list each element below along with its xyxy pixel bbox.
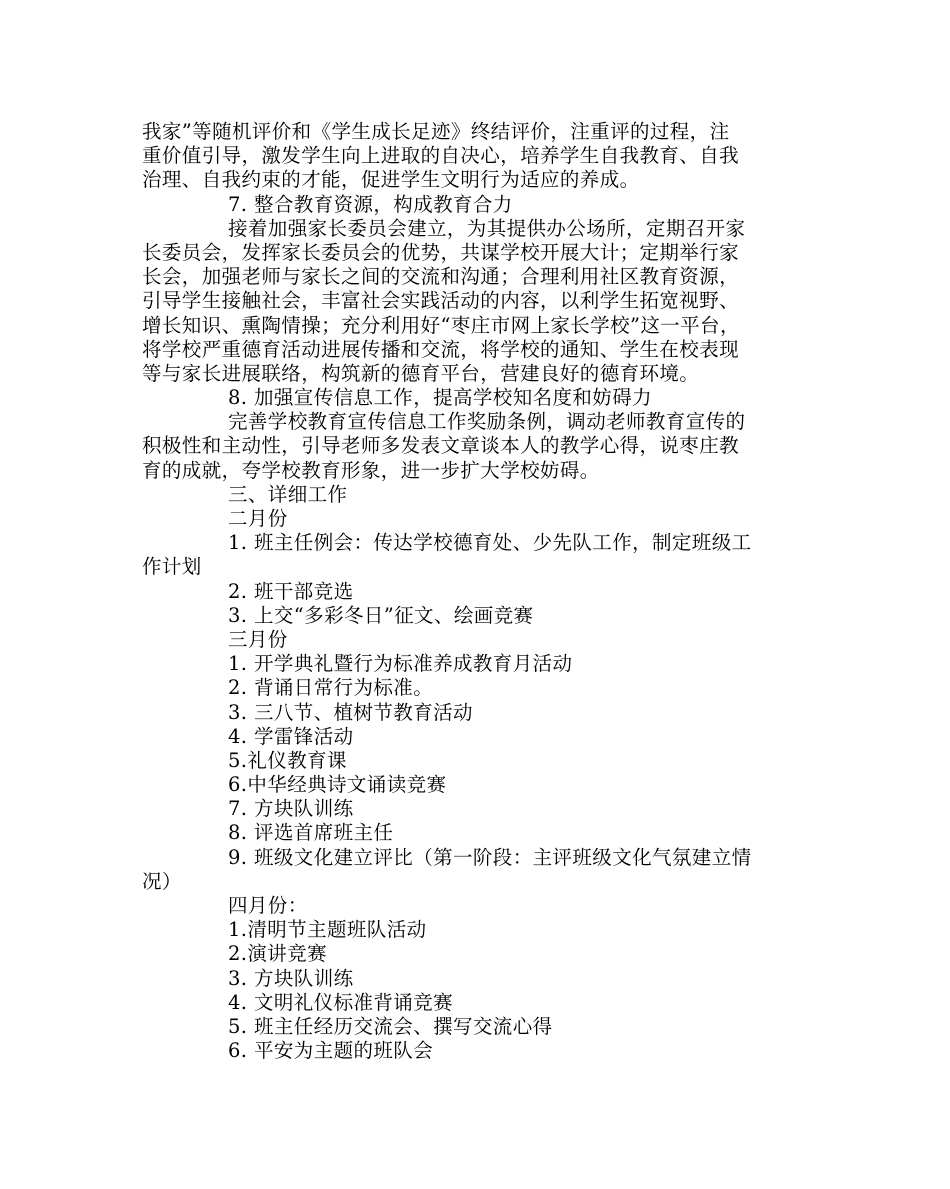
list-item: 6. 平安为主题的班队会 <box>228 1039 434 1063</box>
list-item: 2. 班干部竞选 <box>228 579 354 603</box>
list-item: 2. 背诵日常行为标准。 <box>228 676 434 700</box>
list-item: 4. 学雷锋活动 <box>228 724 354 748</box>
list-item: 1. 开学典礼暨行为标准养成教育月活动 <box>228 652 573 676</box>
list-item: 9. 班级文化建立评比（第一阶段：主评班级文化气氛建立情 <box>228 845 752 869</box>
section-heading: 8. 加强宣传信息工作，提高学校知名度和妨碍力 <box>228 386 653 410</box>
section-heading: 7. 整合教育资源，构成教育合力 <box>228 192 513 216</box>
list-item: 1. 班主任例会：传达学校德育处、少先队工作，制定班级工 <box>228 531 752 555</box>
list-item: 3. 三八节、植树节教育活动 <box>228 700 473 724</box>
paragraph-line: 我家”等随机评价和《学生成长足迹》终结评价，注重评的过程，注 <box>142 120 730 143</box>
month-heading: 二月份 <box>228 507 288 530</box>
list-item: 7. 方块队训练 <box>228 797 354 821</box>
list-item-continuation: 况） <box>142 869 182 893</box>
paragraph-line: 育的成就，夸学校教育形象，进一步扩大学校妨碍。 <box>142 458 600 482</box>
month-heading: 三月份 <box>228 627 288 651</box>
paragraph-line: 引导学生接触社会，丰富社会实践活动的内容，以利学生拓宽视野、 <box>142 289 740 313</box>
list-item: 5. 班主任经历交流会、撰写交流心得 <box>228 1014 553 1038</box>
paragraph-line: 重价值引导，激发学生向上进取的自决心，培养学生自我教育、自我 <box>142 144 740 168</box>
list-item: 5.礼仪教育课 <box>228 748 347 772</box>
list-item: 2.演讲竞赛 <box>228 942 328 966</box>
paragraph-line: 接着加强家长委员会建立，为其提供办公场所，定期召开家 <box>228 216 746 240</box>
list-item: 1.清明节主题班队活动 <box>228 918 427 942</box>
paragraph-line: 将学校严重德育活动进展传播和交流，将学校的通知、学生在校表现 <box>142 337 740 361</box>
paragraph-line: 增长知识、熏陶情操；充分利用好“枣庄市网上家长学校”这一平台， <box>142 313 740 337</box>
month-heading: 四月份： <box>228 894 308 917</box>
list-item: 4. 文明礼仪标准背诵竞赛 <box>228 990 454 1014</box>
list-item: 8. 评选首席班主任 <box>228 821 394 845</box>
list-item: 6.中华经典诗文诵读竞赛 <box>228 773 447 797</box>
list-item-continuation: 作计划 <box>142 555 202 579</box>
list-item: 3. 方块队训练 <box>228 966 354 990</box>
paragraph-line: 等与家长进展联络，构筑新的德育平台，营建良好的德育环境。 <box>142 361 700 385</box>
list-item: 3. 上交“多彩冬日”征文、绘画竞赛 <box>228 603 534 627</box>
paragraph-line: 积极性和主动性，引导老师多发表文章谈本人的教学心得，说枣庄教 <box>142 434 740 458</box>
paragraph-line: 完善学校教育宣传信息工作奖励条例，调动老师教育宣传的 <box>228 410 746 434</box>
paragraph-line: 治理、自我约束的才能，促进学生文明行为适应的养成。 <box>142 168 640 192</box>
section-heading: 三、详细工作 <box>228 482 348 506</box>
paragraph-line: 长会，加强老师与家长之间的交流和沟通；合理利用社区教育资源， <box>142 265 740 289</box>
document-page <box>142 120 832 1063</box>
paragraph-line: 长委员会，发挥家长委员会的优势，共谋学校开展大计；定期举行家 <box>142 240 740 264</box>
